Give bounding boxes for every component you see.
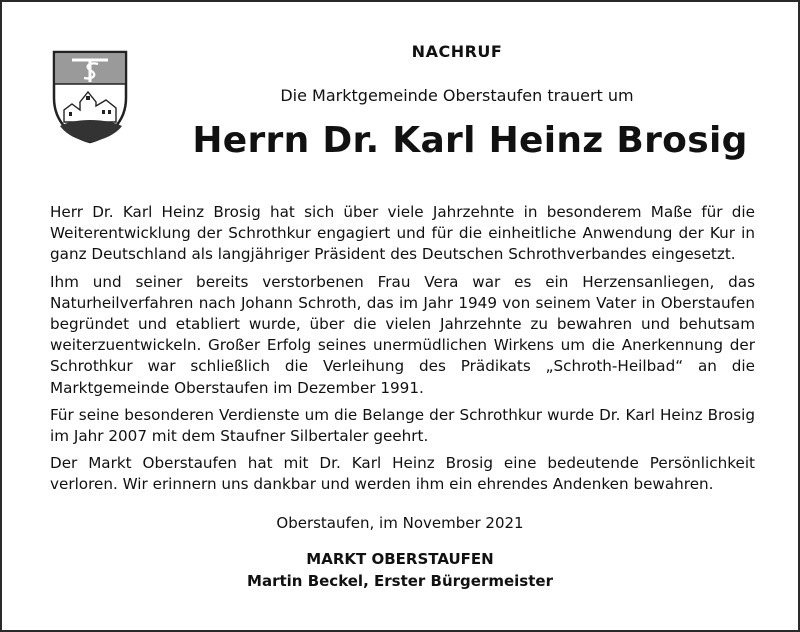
mourns-line: Die Marktgemeinde Oberstaufen trauert um — [280, 86, 634, 105]
signatory-person: Martin Beckel, Erster Bürgermeister — [247, 572, 553, 590]
notice-body — [50, 202, 755, 502]
place-date: Oberstaufen, im November 2021 — [276, 514, 524, 532]
coat-of-arms-icon — [50, 48, 130, 144]
body-paragraph: Für seine besonderen Verdienste um die Belange der Schrothkur wurde Dr. Karl Heinz Brosig im Jahr 2007 mit dem Staufner Silbertaler geehrt. — [50, 405, 755, 446]
body-paragraph: Ihm und seiner bereits verstorbenen Frau Vera war es ein Herzensanliegen, das Naturheilverfahren nach Johann Schroth, das im Jahr 1949 von seinem Vater in Oberstaufen begründet und etabliert wurde, über die vielen Jahrzehnte zu bewahren und behutsam weiterzuentwickeln. Großer Erfolg seines unermüdlichen Wirkens um die Anerkennung der Schrothkur war schließlich die Verleihung des Prädikats „Schroth-Heilbad“ an die Marktgemeinde Oberstaufen im Dezember 1991. — [50, 272, 755, 397]
signatory-organization: MARKT OBERSTAUFEN — [306, 550, 494, 568]
deceased-name: Herrn Dr. Karl Heinz Brosig — [192, 120, 748, 161]
body-paragraph: Der Markt Oberstaufen hat mit Dr. Karl Heinz Brosig eine bedeutende Persönlichkeit verloren. Wir erinnern uns dankbar und werden ihm ein ehrendes Andenken bewahren. — [50, 454, 755, 494]
body-paragraph: Herr Dr. Karl Heinz Brosig hat sich über viele Jahrzehnte in besonderem Maße für die Weiterentwicklung der Schrothkur engagiert und für die einheitliche Anwendung der Kur in ganz Deutschland als langjähriger Präsident des Deutschen Schrothverbandes eingesetzt. — [50, 203, 755, 264]
notice-heading: NACHRUF — [411, 42, 503, 61]
